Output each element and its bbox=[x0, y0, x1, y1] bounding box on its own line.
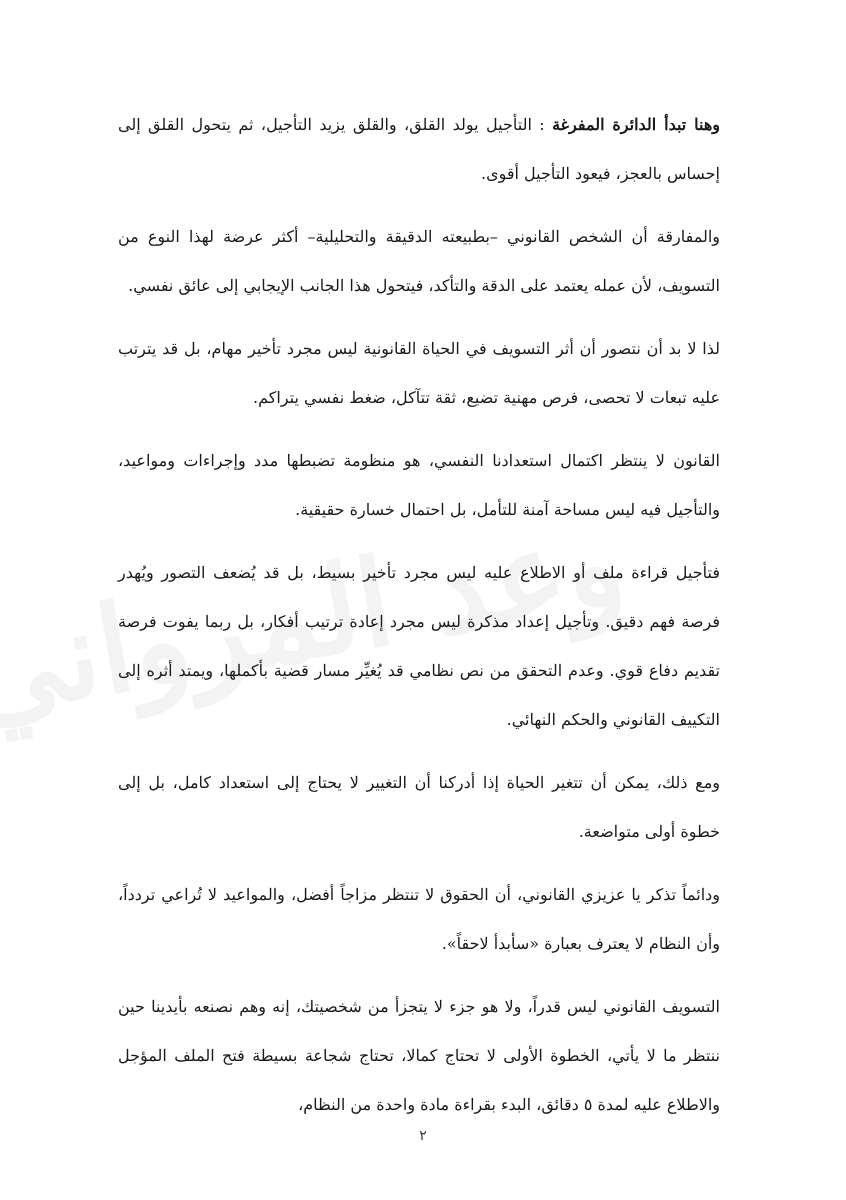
document-body bbox=[118, 100, 720, 1143]
paragraph-legal-person: والمفارقة أن الشخص القانوني –بطبيعته الدقيقة والتحليلية– أكثر عرضة لهذا النوع من التسويف، لأن عمله يعتمد على الدقة والتأكد، فيتحول هذا الجانب الإيجابي إلى عائق نفسي. bbox=[118, 227, 720, 295]
paragraph-text: : التأجيل يولد القلق، والقلق يزيد التأجيل، ثم يتحول القلق إلى إحساس بالعجز، فيعود التأجيل أقوى. bbox=[118, 115, 720, 183]
paragraph-file-delay: فتأجيل قراءة ملف أو الاطلاع عليه ليس مجرد تأخير بسيط، بل قد يُضعف التصور ويُهدر فرصة فهم دقيق. وتأجيل إعداد مذكرة ليس مجرد إعادة ترتيب أفكار، بل ربما يفوت فرصة تقديم دفاع قوي. وعدم التحقق من نص نظامي قد يُغيِّر مسار قضية بأكملها، ويمتد أثره إلى التكييف القانوني والحكم النهائي. bbox=[118, 563, 720, 729]
paragraph-remember: ودائماً تذكر يا عزيزي القانوني، أن الحقوق لا تنتظر مزاجاً أفضل، والمواعيد لا تُراعي تردداً، وأن النظام لا يعترف بعبارة «سأبدأ لاحقاً». bbox=[118, 885, 720, 953]
paragraph-law-waits: القانون لا ينتظر اكتمال استعدادنا النفسي، هو منظومة تضبطها مدد وإجراءات ومواعيد، والتأجيل فيه ليس مساحة آمنة للتأمل، بل احتمال خسارة حقيقية. bbox=[118, 451, 720, 519]
paragraph-lead: وهنا تبدأ الدائرة المفرغة bbox=[552, 115, 720, 134]
paragraph-procrastination-effect: لذا لا بد أن نتصور أن أثر التسويف في الحياة القانونية ليس مجرد تأخير مهام، بل قد يترتب عليه تبعات لا تحصى، فرص مهنية تضيع، ثقة تتآكل، ضغط نفسي يتراكم. bbox=[118, 339, 720, 407]
paragraph-not-fate: التسويف القانوني ليس قدراً، ولا هو جزء لا يتجزأ من شخصيتك، إنه وهم نصنعه بأيدينا حين ننتظر ما لا يأتي، الخطوة الأولى لا تحتاج كمالا، تحتاج شجاعة بسيطة فتح الملف المؤجل والاطلاع عليه لمدة ٥ دقائق، البدء بقراءة مادة واحدة من النظام، bbox=[118, 997, 720, 1114]
paragraph-vicious-circle bbox=[118, 100, 720, 198]
paragraph-change: ومع ذلك، يمكن أن تتغير الحياة إذا أدركنا أن التغيير لا يحتاج إلى استعداد كامل، بل إلى خطوة أولى متواضعة. bbox=[118, 773, 720, 841]
page-number: ٢ bbox=[419, 1128, 427, 1144]
